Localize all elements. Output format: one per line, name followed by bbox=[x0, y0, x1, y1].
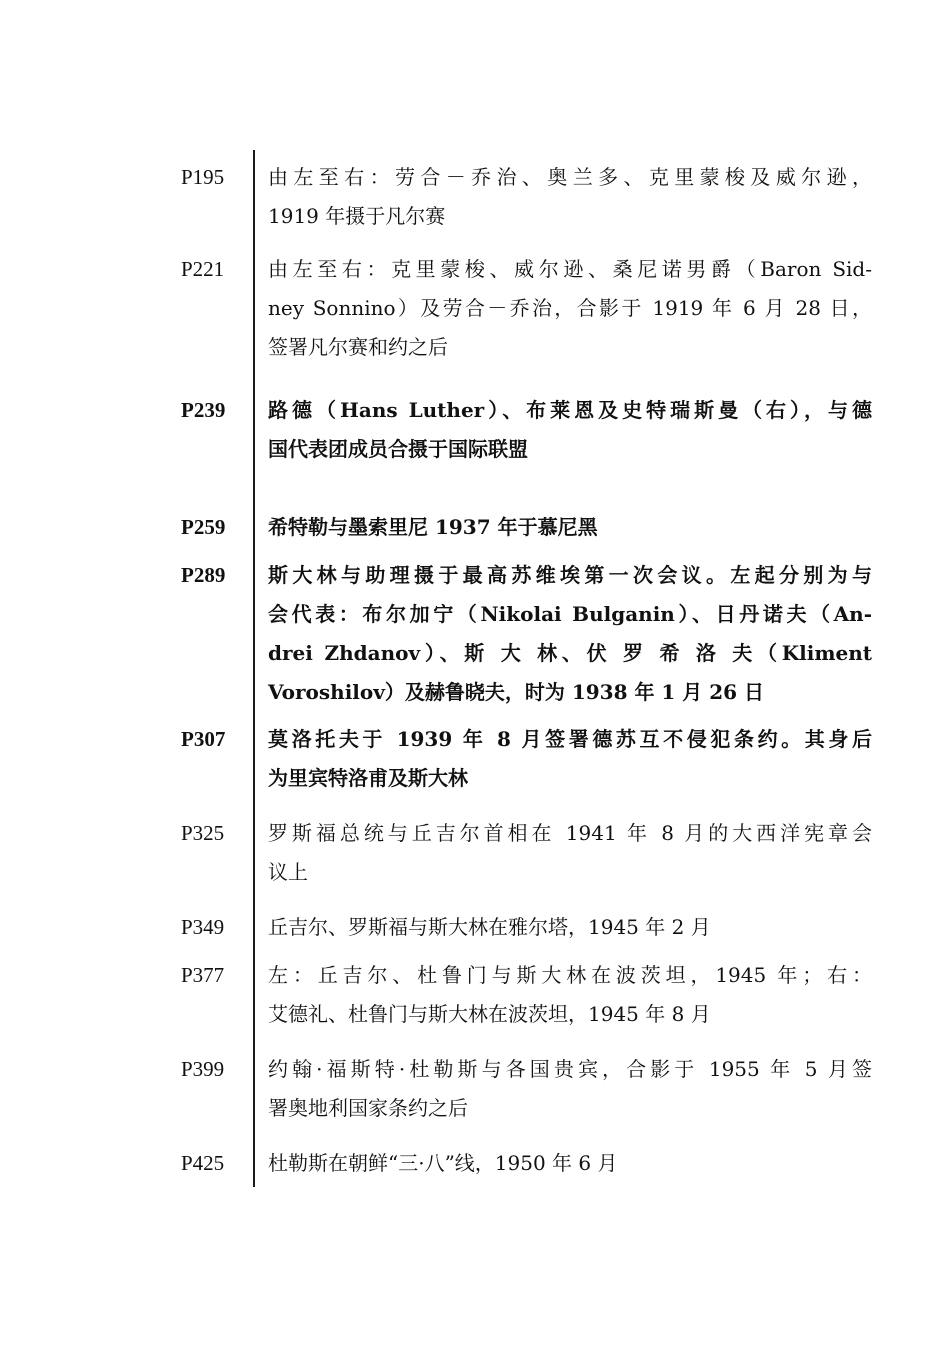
caption-line: Voroshilov）及赫鲁晓夫，时为 1938 年 1 月 26 日 bbox=[268, 680, 765, 704]
caption-line: 莫洛托夫于 1939 年 8 月签署德苏互不侵犯条约。其身后 bbox=[268, 727, 872, 751]
caption-line: 1919 年摄于凡尔赛 bbox=[268, 204, 446, 228]
page-reference: P195 bbox=[181, 165, 225, 189]
caption-line: 斯大林与助理摄于最高苏维埃第一次会议。左起分别为与 bbox=[268, 563, 872, 587]
page-reference: P377 bbox=[181, 963, 225, 987]
page-reference: P259 bbox=[181, 515, 226, 539]
page-reference: P349 bbox=[181, 915, 225, 939]
page-reference: P239 bbox=[181, 398, 226, 422]
caption-text bbox=[268, 956, 872, 1034]
caption-text bbox=[268, 556, 872, 712]
caption-line: drei Zhdanov）、斯 大 林、伏 罗 希 洛 夫（Kliment bbox=[268, 641, 872, 665]
caption-line: ney Sonnino）及劳合－乔治，合影于 1919 年 6 月 28 日， bbox=[268, 296, 872, 320]
caption-line: 议上 bbox=[268, 860, 308, 884]
page-reference: P289 bbox=[181, 563, 226, 587]
caption-line: 为里宾特洛甫及斯大林 bbox=[268, 766, 468, 790]
page-reference: P425 bbox=[181, 1151, 225, 1175]
caption-text bbox=[268, 508, 872, 547]
caption-line: 罗斯福总统与丘吉尔首相在 1941 年 8 月的大西洋宪章会 bbox=[268, 821, 872, 845]
caption-text bbox=[268, 158, 872, 236]
vertical-divider bbox=[253, 150, 255, 1187]
page-reference: P399 bbox=[181, 1057, 225, 1081]
page-reference: P307 bbox=[181, 727, 226, 751]
caption-line: 左：丘吉尔、杜鲁门与斯大林在波茨坦，1945 年；右： bbox=[268, 963, 872, 987]
caption-text bbox=[268, 814, 872, 892]
caption-line: 会代表：布尔加宁（Nikolai Bulganin）、日丹诺夫（An- bbox=[268, 602, 872, 626]
page-reference: P221 bbox=[181, 257, 225, 281]
caption-line: 国代表团成员合摄于国际联盟 bbox=[268, 437, 528, 461]
caption-line: 路德（Hans Luther）、布莱恩及史特瑞斯曼（右），与德 bbox=[268, 398, 872, 422]
caption-line: 由左至右：克里蒙梭、威尔逊、桑尼诺男爵（Baron Sid- bbox=[268, 257, 872, 281]
caption-line: 约翰·福斯特·杜勒斯与各国贵宾，合影于 1955 年 5 月签 bbox=[268, 1057, 872, 1081]
caption-line: 由左至右：劳合－乔治、奥兰多、克里蒙梭及威尔逊， bbox=[268, 165, 872, 189]
caption-text bbox=[268, 250, 872, 367]
caption-line: 杜勒斯在朝鲜“三·八”线，1950 年 6 月 bbox=[268, 1151, 618, 1175]
caption-text bbox=[268, 1144, 872, 1183]
caption-line: 希特勒与墨索里尼 1937 年于慕尼黑 bbox=[268, 515, 598, 539]
caption-text bbox=[268, 720, 872, 798]
caption-text bbox=[268, 391, 872, 469]
page-reference: P325 bbox=[181, 821, 225, 845]
caption-line: 签署凡尔赛和约之后 bbox=[268, 335, 448, 359]
caption-line: 艾德礼、杜鲁门与斯大林在波茨坦，1945 年 8 月 bbox=[268, 1002, 711, 1026]
caption-line: 署奥地利国家条约之后 bbox=[268, 1096, 468, 1120]
caption-text bbox=[268, 1050, 872, 1128]
caption-line: 丘吉尔、罗斯福与斯大林在雅尔塔，1945 年 2 月 bbox=[268, 915, 711, 939]
caption-text bbox=[268, 908, 872, 947]
